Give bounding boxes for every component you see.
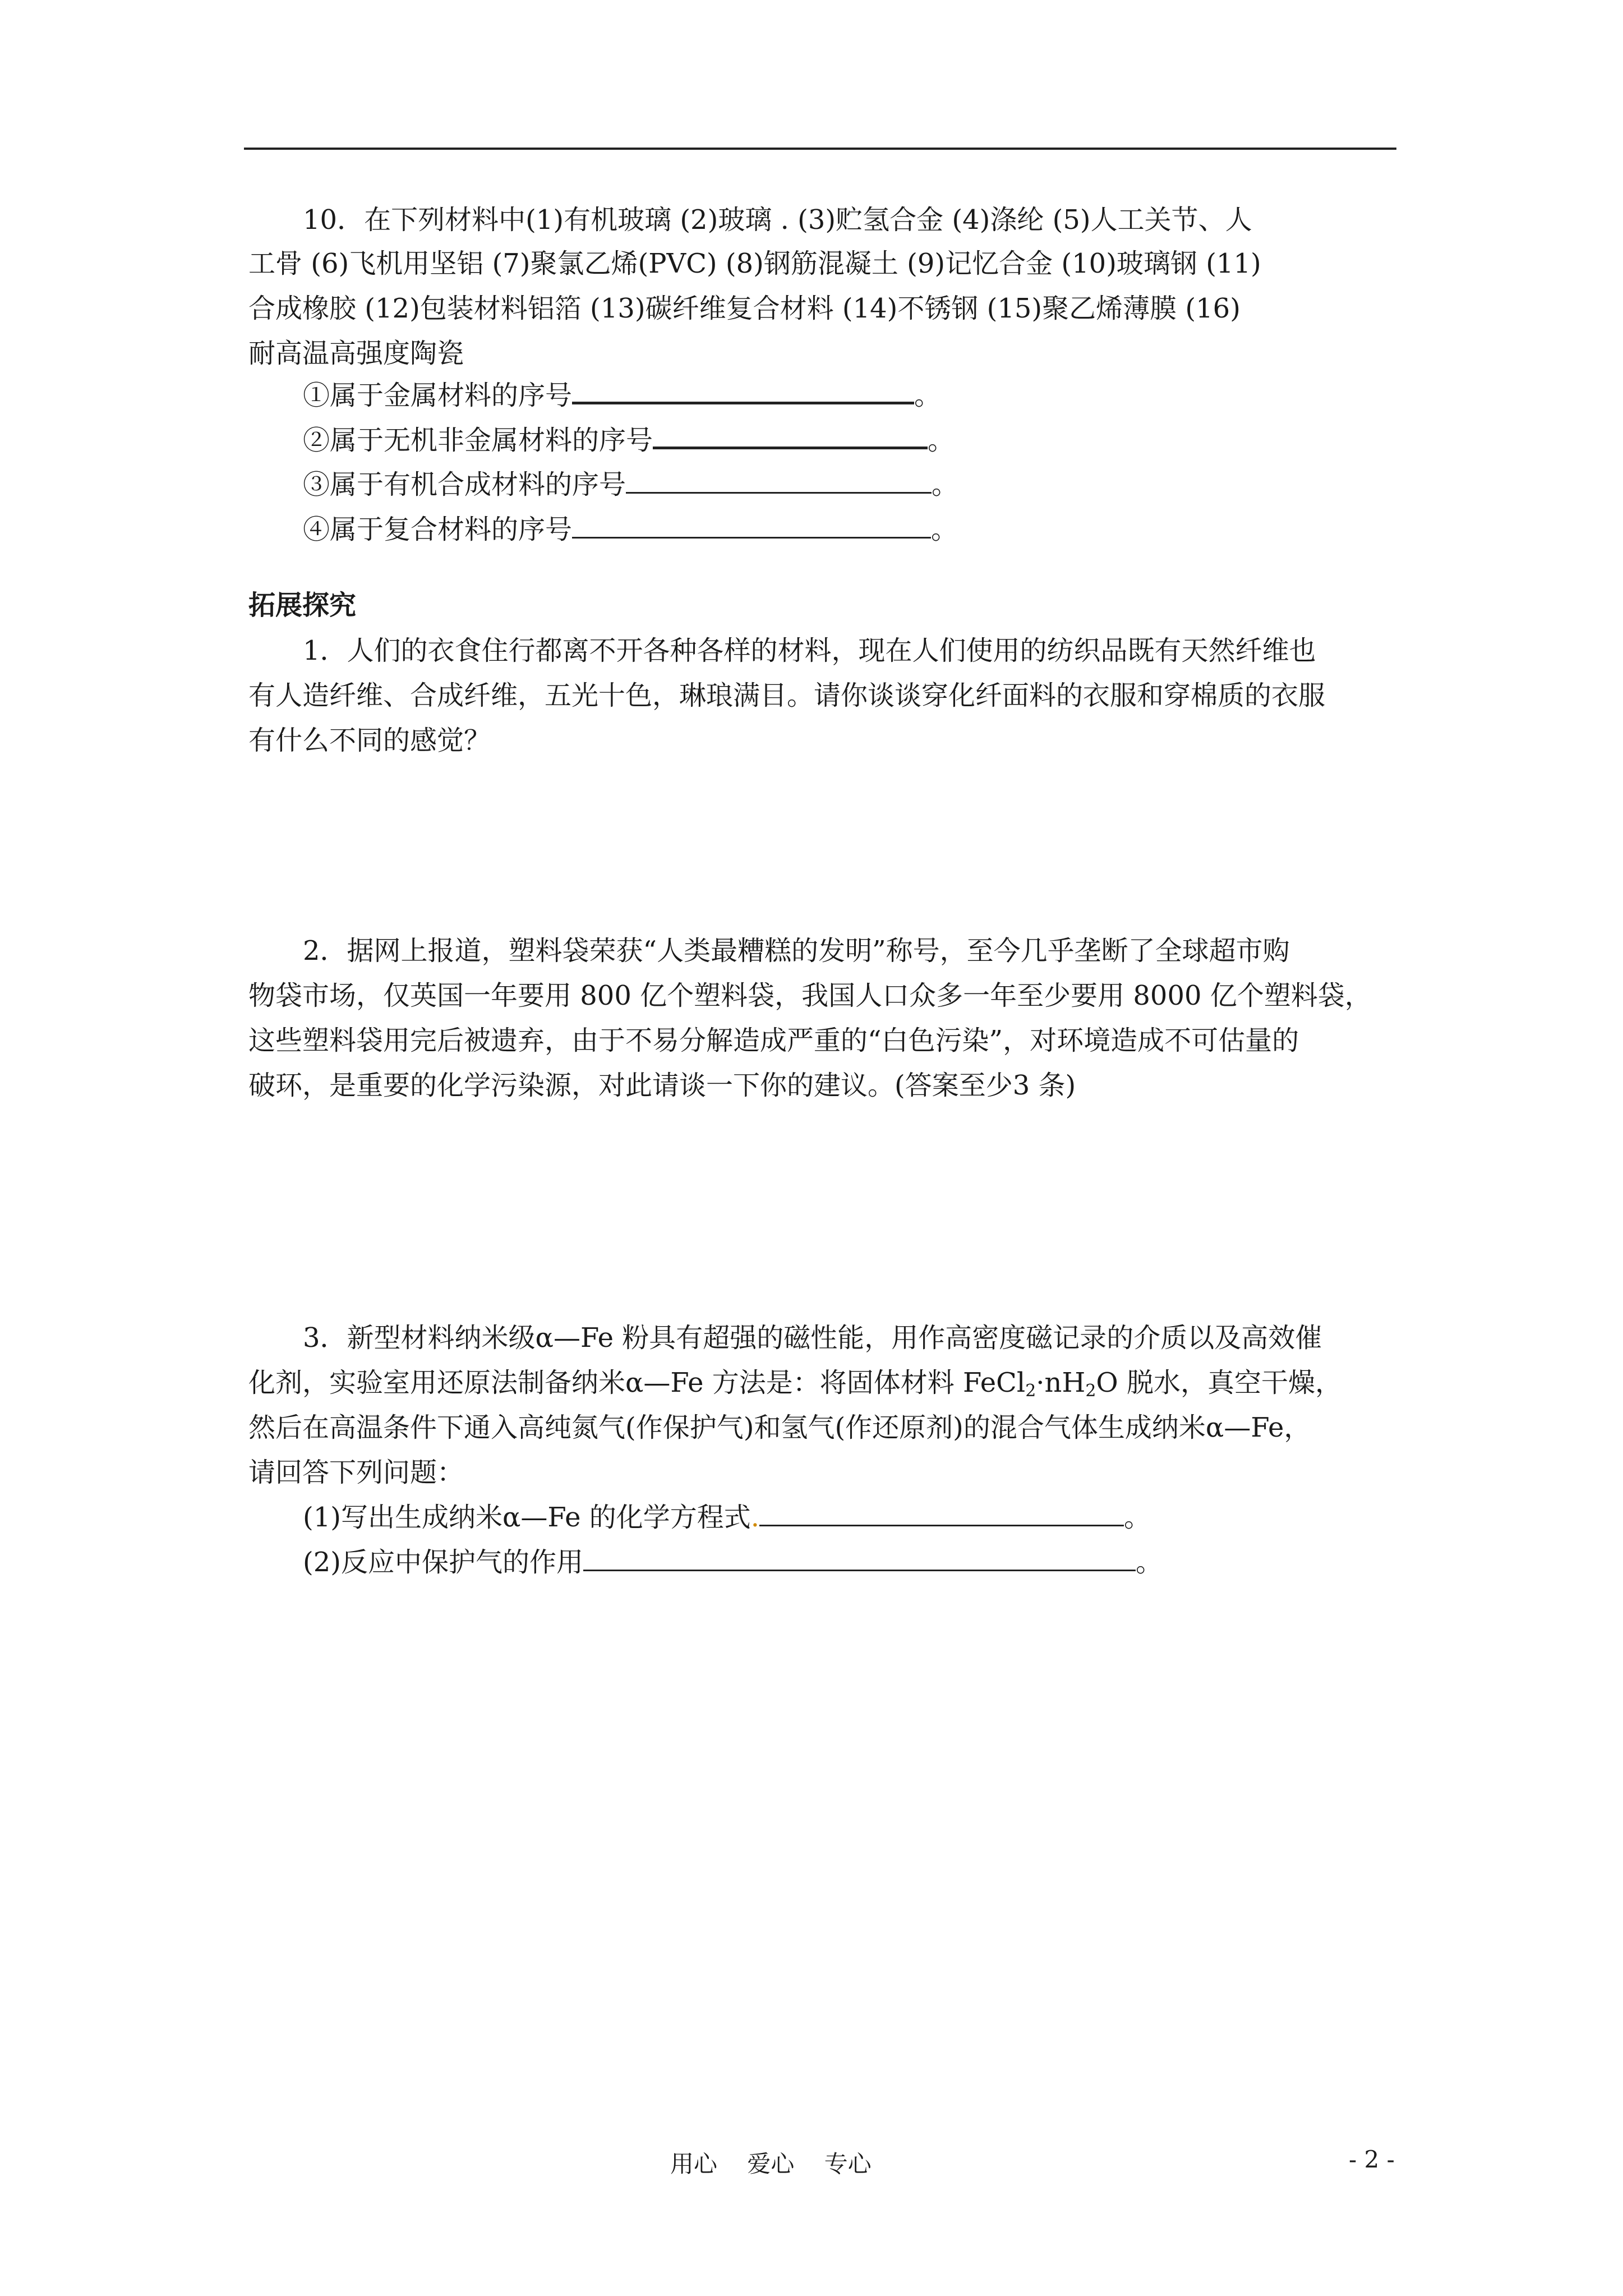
section-title: 拓展探究 [248,590,357,621]
ext3-line-1: 3．新型材料纳米级α—Fe 粉具有超强的磁性能，用作高密度磁记录的介质以及高效催 [303,1322,1322,1354]
page-number: - 2 - [1349,2146,1395,2173]
item-organic-synthetic [303,462,958,507]
subscript: 2 [1085,1381,1096,1401]
ext2-line-2: 物袋市场，仅英国一年要用 800 亿个塑料袋，我国人口众多一年至少要用 8000 亿个塑料袋， [248,980,1372,1011]
ext3-line-2 [248,1360,1342,1405]
item-label: ②属于无机非金属材料的序号 [303,425,653,456]
question-10-line-1: 10．在下列材料中(1)有机玻璃 (2)玻璃 . (3)贮氢合金 (4)涤纶 (5)人工关节、人 [303,204,1252,236]
header-rule [244,148,1396,150]
subscript: 2 [1025,1381,1036,1401]
item-inorganic-nonmetal [303,417,958,462]
answer-blank[interactable] [653,417,928,449]
extension-question-2 [303,928,1290,973]
question-10 [303,197,1252,242]
item-composite [303,507,958,552]
question-10-line-3: 合成橡胶 (12)包装材料铝箔 (13)碳纤维复合材料 (14)不锈钢 (15)聚乙烯薄膜 (16) [248,293,1241,324]
item-end: 。 [931,514,958,545]
extension-question-1 [303,628,1316,673]
item-end: 。 [914,380,942,411]
item-label: ③属于有机合成材料的序号 [303,469,626,500]
ext3-line-3: 然后在高温条件下通入高纯氮气(作保护气)和氢气(作还原剂)的混合气体生成纳米α—Fe， [248,1412,1311,1443]
ext2-line-4: 破环，是重要的化学污染源，对此请谈一下你的建议。(答案至少3 条) [248,1070,1076,1101]
extension-question-3 [303,1315,1322,1360]
question-10-line-2: 工骨 (6)飞机用坚铝 (7)聚氯乙烯(PVC) (8)钢筋混凝土 (9)记忆合金 (10)玻璃钢 (11) [248,248,1261,279]
extension-question-3-cont [248,1360,1342,1495]
extension-question-3-subs [303,1495,1163,1585]
ext3-line-4: 请回答下列问题： [248,1457,464,1488]
sub-label: (1)写出生成纳米α—Fe 的化学方程式 [303,1502,751,1533]
extension-question-1-cont [248,673,1325,763]
item-label: ④属于复合材料的序号 [303,514,573,545]
answer-blank[interactable] [759,1496,1124,1526]
ext1-line-2: 有人造纤维、合成纤维，五光十色，琳琅满目。请你谈谈穿化纤面料的衣服和穿棉质的衣服 [248,680,1326,711]
ext3-line-2-a: 化剂，实验室用还原法制备纳米α—Fe 方法是：将固体材料 FeCl [248,1367,1026,1398]
extension-question-2-cont [248,973,1372,1108]
question-10-items [303,372,958,552]
mark-dot: . [750,1502,760,1533]
item-end: 。 [932,469,959,500]
ext3-line-2-c: O 脱水，真空干燥， [1096,1367,1343,1398]
ext3-sub-1 [303,1495,1163,1540]
ext3-sub-2 [303,1540,1163,1585]
ext3-line-2-b: ·nH [1036,1367,1086,1398]
sub-end: 。 [1124,1502,1151,1533]
footer-motto: 用心 爱心 专心 [670,2150,872,2178]
ext2-line-3: 这些塑料袋用完后被遗弃，由于不易分解造成严重的“白色污染”，对环境造成不可估量的 [248,1025,1299,1056]
ext1-line-1: 1．人们的衣食住行都离不开各种各样的材料，现在人们使用的纺织品既有天然纤维也 [303,635,1316,666]
sub-end: 。 [1136,1547,1163,1578]
question-10-line-4: 耐高温高强度陶瓷 [248,338,464,369]
sub-label: (2)反应中保护气的作用 [303,1547,583,1578]
answer-blank[interactable] [572,372,914,404]
ext2-line-1: 2．据网上报道，塑料袋荣获“人类最糟糕的发明”称号，至今几乎垄断了全球超市购 [303,935,1290,967]
item-label: ①属于金属材料的序号 [303,380,573,411]
answer-blank[interactable] [626,463,932,494]
item-end: 。 [928,425,955,456]
answer-blank[interactable] [572,508,931,539]
ext1-line-3: 有什么不同的感觉？ [248,725,491,756]
question-10-cont [248,241,1261,376]
item-metal-materials [303,372,958,417]
answer-blank[interactable] [583,1540,1136,1571]
